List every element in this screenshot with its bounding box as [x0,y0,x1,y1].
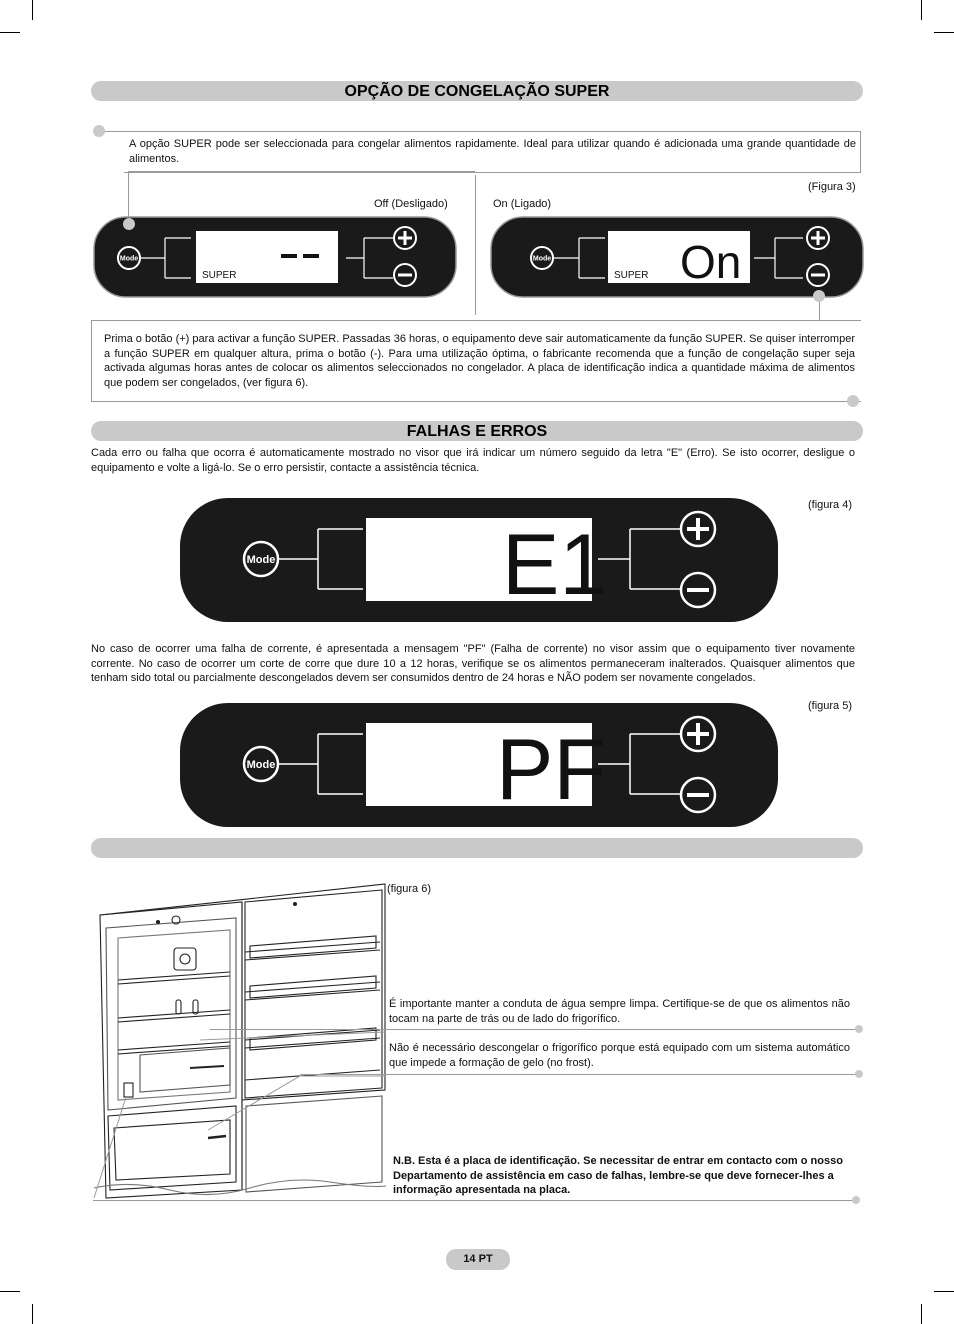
section-title-super-freeze: OPÇÃO DE CONGELAÇÃO SUPER [91,81,863,101]
faults-intro-text: Cada erro ou falha que ocorra é automaticamente mostrado no visor que irá indicar um número seguido da letra "E" (Erro). Se isto ocorrer, desligue o equipamento e volte a ligá-lo. Se o erro persistir, contacte a assistência técnica. [91,447,855,474]
crop-mark [32,0,33,20]
callout-line [210,1029,858,1030]
crop-mark [32,1304,33,1324]
control-panel-on [490,216,864,298]
figure-5-label: (figura 5) [808,700,853,712]
power-failure-code: PF [496,722,606,818]
off-label: Off (Desligado) [374,198,448,210]
control-panel-off [93,216,457,298]
callout-dot [852,1196,860,1204]
mode-label: Mode [119,255,139,263]
callout-dot [123,218,135,230]
water-duct-note: É importante manter a conduta de água sempre limpa. Certifique-se de que os alimentos não tocam na parte de trás ou de lado do frigorífico. [389,998,850,1025]
error-display-panel [180,498,778,622]
super-intro-text: A opção SUPER pode ser seleccionada para congelar alimentos rapidamente. Ideal para utilizar quando é adicionada uma grande quantidade de alimentos. [129,138,856,165]
mode-label: Mode [246,759,276,771]
on-label: On (Ligado) [493,198,552,210]
crop-mark [934,1291,954,1292]
crop-mark [921,0,922,20]
callout-dot [813,290,825,302]
section-title-faults: FALHAS E ERROS [91,421,863,441]
super-indicator: SUPER [202,270,237,281]
callout-line [300,1074,858,1075]
crop-mark [921,1304,922,1324]
nameplate-note: N.B. Esta é a placa de identificação. Se necessitar de entrar em contacto com o nosso Departamento de assistência em caso de falhas, lembre-se que deve fornecer-lhes a informação apresentada na placa. [393,1155,843,1196]
callout-dot [847,395,859,407]
callout-dot [855,1025,863,1033]
figure-6-label: (figura 6) [387,883,432,895]
fridge-illustration [90,880,390,1202]
callout-dot [93,125,105,137]
display-value: On [680,236,742,288]
power-failure-text: No caso de ocorrer uma falha de corrente, é apresentada a mensagem "PF" (Falha de corrente) no visor assim que o equipamento tiver novamente corrente. No caso de ocorrer um corte de corre que dure 10 a 12 horas, verifique se os alimentos permaneceram inalterados. Quaisquer alimentos que tenham sido total ou parcialmente descongelados devem ser consumidos dentro de 24 horas e NÃO podem ser novamente congelados. [91,643,855,684]
divider-line [475,175,476,315]
super-indicator: SUPER [614,270,649,281]
callout-line [93,1200,858,1201]
page-number: 14 PT [446,1249,510,1270]
mode-label: Mode [246,554,276,566]
callout-line [819,302,820,321]
crop-mark [0,1291,20,1292]
mode-label: Mode [532,255,552,263]
super-body-text: Prima o botão (+) para activar a função SUPER. Passadas 36 horas, o equipamento deve sair automaticamente da função SUPER. Se quiser interromper a função SUPER em qualquer altura, prima o botão (-). Para uma utilização óptima, o fabricante recomenda que a função de congelação super seja activada algumas horas antes de colocar os alimentos seleccionados no congelador. A placa de identificação indica a quantidade máxima de alimentos que podem ser congelados, (ver figura 6). [104,333,855,389]
section-title-blank [91,838,863,858]
callout-line [128,171,475,172]
power-failure-display-panel [180,703,778,827]
crop-mark [0,32,20,33]
figure-3-label: (Figura 3) [808,181,856,193]
figure-4-label: (figura 4) [808,499,853,511]
crop-mark [934,32,954,33]
no-frost-note: Não é necessário descongelar o frigorífico porque está equipado com um sistema automático que impede a formação de gelo (no frost). [389,1042,850,1069]
error-code: E1 [502,517,608,613]
callout-dot [855,1070,863,1078]
